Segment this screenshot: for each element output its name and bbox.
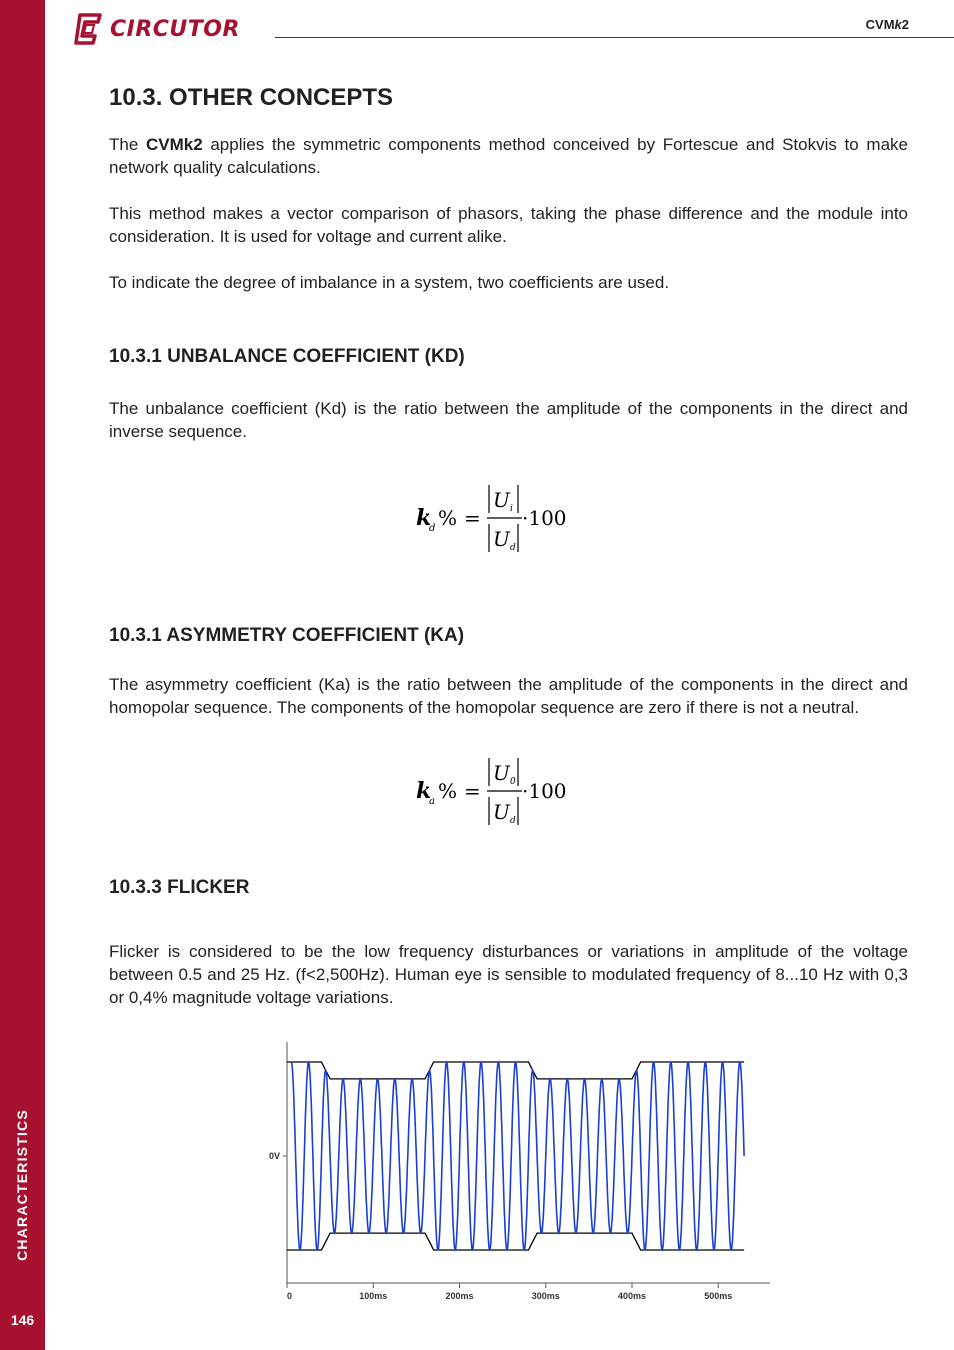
x-tick-label: 500ms bbox=[704, 1291, 733, 1301]
intro-paragraph-1: The CVMk2 applies the symmetric components method conceived by Fortescue and Stokvis to make network quality calculations. bbox=[109, 135, 908, 177]
formula-num-sub: i bbox=[510, 504, 513, 514]
formula-k-sub: a bbox=[429, 796, 435, 807]
unbalance-heading: 10.3.1 UNBALANCE COEFFICIENT (KD) bbox=[109, 346, 465, 367]
formula-percent: % bbox=[438, 506, 458, 530]
model-name: CVMk2 bbox=[865, 17, 909, 32]
formula-k: k bbox=[416, 778, 432, 804]
page-number: 146 bbox=[10, 1312, 35, 1328]
unbalance-formula bbox=[414, 480, 574, 560]
x-tick-label: 100ms bbox=[359, 1291, 388, 1301]
x-tick-label: 0 bbox=[287, 1291, 293, 1301]
brand-name: CIRCUTOR bbox=[110, 16, 240, 42]
formula-equals: = bbox=[464, 779, 481, 803]
formula-percent: % bbox=[438, 779, 458, 803]
formula-k: k bbox=[416, 505, 432, 531]
intro-paragraph-2: This method makes a vector comparison of phasors, taking the phase difference and the module into consideration. It is used for voltage and current alike. bbox=[109, 204, 908, 246]
section-label: CHARACTERISTICS bbox=[14, 1109, 30, 1261]
circutor-logo bbox=[72, 12, 240, 46]
header-rule bbox=[275, 37, 954, 38]
flicker-chart bbox=[265, 1036, 775, 1306]
asymmetry-paragraph: The asymmetry coefficient (Ka) is the ratio between the amplitude of the components in the direct and homopolar sequence. The components of the homopolar sequence are zero if there is not a neutral. bbox=[109, 675, 908, 717]
sidebar bbox=[0, 0, 45, 1350]
flicker-heading: 10.3.3 FLICKER bbox=[109, 877, 250, 898]
envelope-lower bbox=[287, 1233, 744, 1250]
formula-num: U bbox=[493, 761, 510, 785]
asymmetry-heading: 10.3.1 ASYMMETRY COEFFICIENT (KA) bbox=[109, 625, 465, 646]
chart-wave bbox=[291, 1062, 744, 1250]
formula-num: U bbox=[493, 488, 510, 512]
formula-num-sub: 0 bbox=[510, 777, 516, 787]
formula-den: U bbox=[493, 527, 510, 551]
formula-den-sub: d bbox=[510, 816, 516, 826]
asymmetry-formula bbox=[414, 753, 574, 833]
series-line bbox=[291, 1062, 744, 1250]
formula-k-sub: d bbox=[429, 523, 436, 534]
x-tick-label: 200ms bbox=[445, 1291, 474, 1301]
formula-factor: ·100 bbox=[522, 506, 567, 530]
flicker-paragraph: Flicker is considered to be the low frequency disturbances or variations in amplitude of the voltage between 0.5 and 25 Hz. (f<2,500Hz). Human eye is sensible to modulated frequency of 8...10 Hz with 0,3 or 0,4% magnitude voltage variations. bbox=[109, 942, 908, 1007]
section-title: 10.3. OTHER CONCEPTS bbox=[109, 84, 394, 111]
formula-den: U bbox=[493, 800, 510, 824]
formula-den-sub: d bbox=[510, 543, 516, 553]
formula-equals: = bbox=[464, 506, 481, 530]
circutor-logo-icon bbox=[72, 12, 104, 46]
x-tick-label: 400ms bbox=[618, 1291, 647, 1301]
formula-factor: ·100 bbox=[522, 779, 567, 803]
y-tick-label: 0V bbox=[269, 1151, 281, 1161]
intro-paragraph-3: To indicate the degree of imbalance in a system, two coefficients are used. bbox=[109, 273, 670, 292]
x-tick-label: 300ms bbox=[531, 1291, 560, 1301]
unbalance-paragraph: The unbalance coefficient (Kd) is the ratio between the amplitude of the components in the direct and inverse sequence. bbox=[109, 399, 908, 441]
